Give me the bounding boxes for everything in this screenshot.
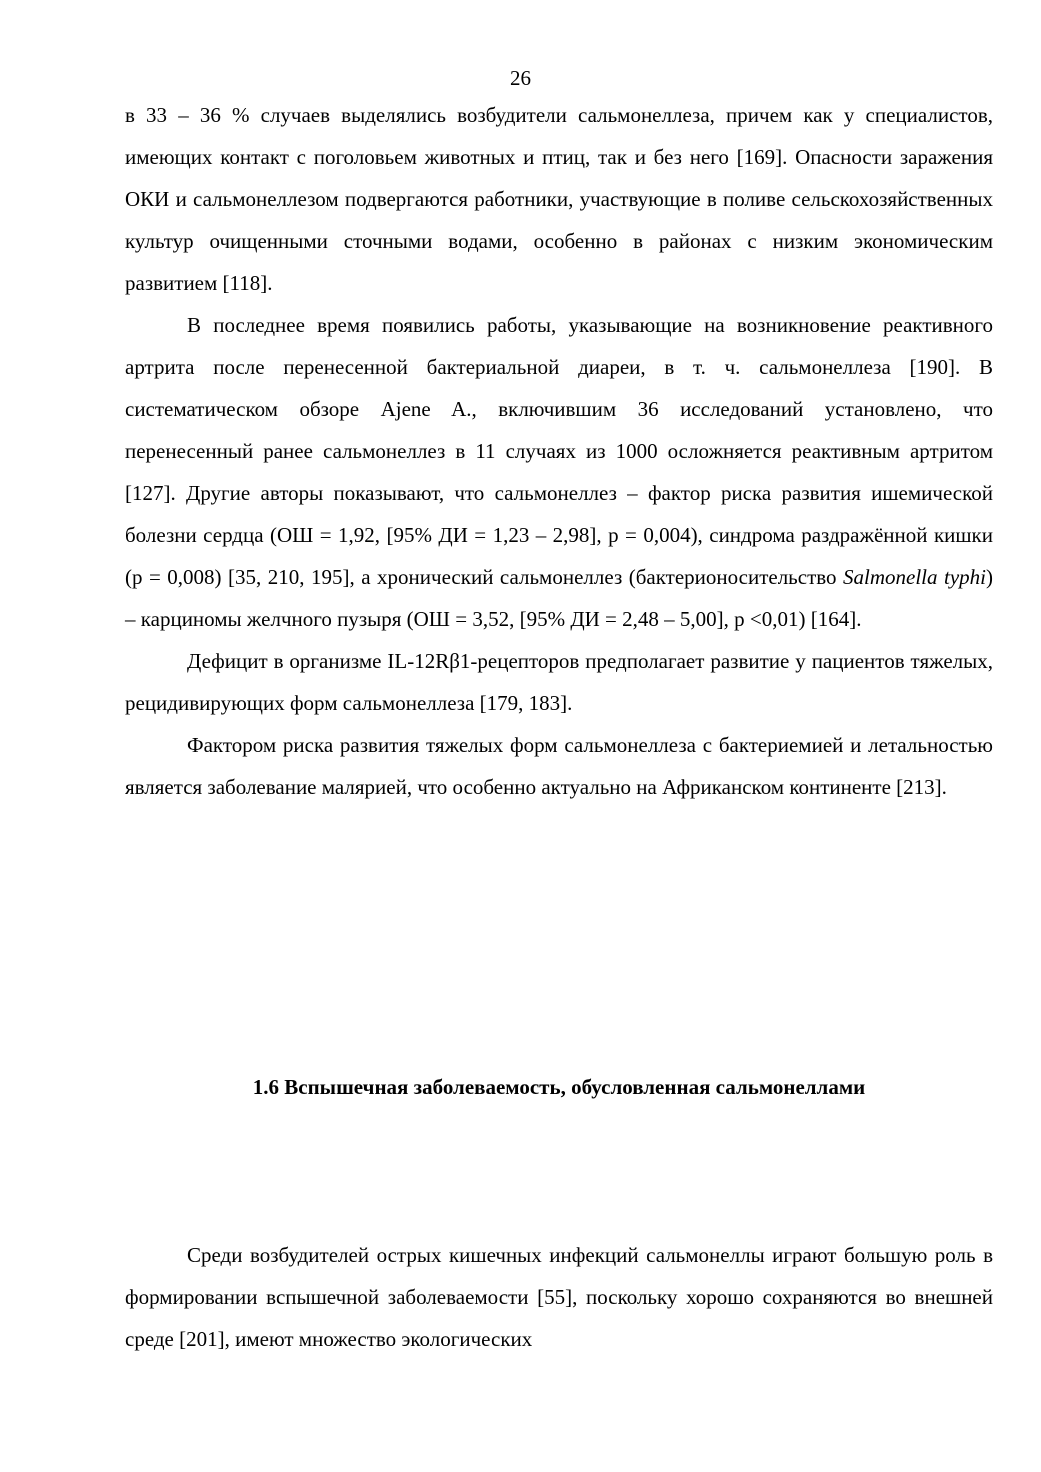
- section-body-text: [125, 1234, 993, 1360]
- paragraph: Среди возбудителей острых кишечных инфекций сальмонеллы играют большую роль в формировании вспышечной заболеваемости [55], поскольку хорошо сохраняются во внешней среде [201], имеют множество экологических: [125, 1243, 993, 1351]
- page-number: 26: [510, 66, 531, 90]
- italic-species-name: Salmonella typhi: [843, 565, 986, 589]
- section-heading: 1.6 Вспышечная заболеваемость, обусловленная сальмонеллами: [252, 1075, 866, 1099]
- paragraph-text: В последнее время появились работы, указывающие на возникновение реактивного артрита после перенесенной бактериальной диареи, в т. ч. сальмонеллеза [190]. В систематическом обзоре Ajene A., включившим 36 исследований установлено, что перенесенный ранее сальмонеллез в 11 случаях из 1000 осложняется реактивным артритом [127]. Другие авторы показывают, что сальмонеллез – фактор риска развития ишемической болезни сердца (ОШ = 1,92, [95% ДИ = 1,23 – 2,98], р = 0,004), синдрома раздражённой кишки (р = 0,008) [35, 210, 195], а хронический сальмонеллез (бактерионосительство: [125, 313, 993, 589]
- body-text: [125, 94, 993, 808]
- paragraph: [125, 304, 993, 640]
- paragraph: Фактором риска развития тяжелых форм сальмонеллеза с бактериемией и летальностью является заболевание малярией, что особенно актуально на Африканском континенте [213].: [125, 733, 993, 799]
- paragraph: в 33 – 36 % случаев выделялись возбудители сальмонеллеза, причем как у специалистов, имеющих контакт с поголовьем животных и птиц, так и без него [169]. Опасности заражения ОКИ и сальмонеллезом подвергаются работники, участвующие в поливе сельскохозяйственных культур очищенными сточными водами, особенно в районах с низким экономическим развитием [118].: [125, 103, 993, 295]
- paragraph-text-continued: ) – карциномы желчного пузыря (ОШ = 3,52, [95% ДИ = 2,48 – 5,00], р <0,01) [164].: [125, 565, 993, 631]
- paragraph: Дефицит в организме IL-12Rβ1-рецепторов предполагает развитие у пациентов тяжелых, рецидивирующих форм сальмонеллеза [179, 183].: [125, 649, 993, 715]
